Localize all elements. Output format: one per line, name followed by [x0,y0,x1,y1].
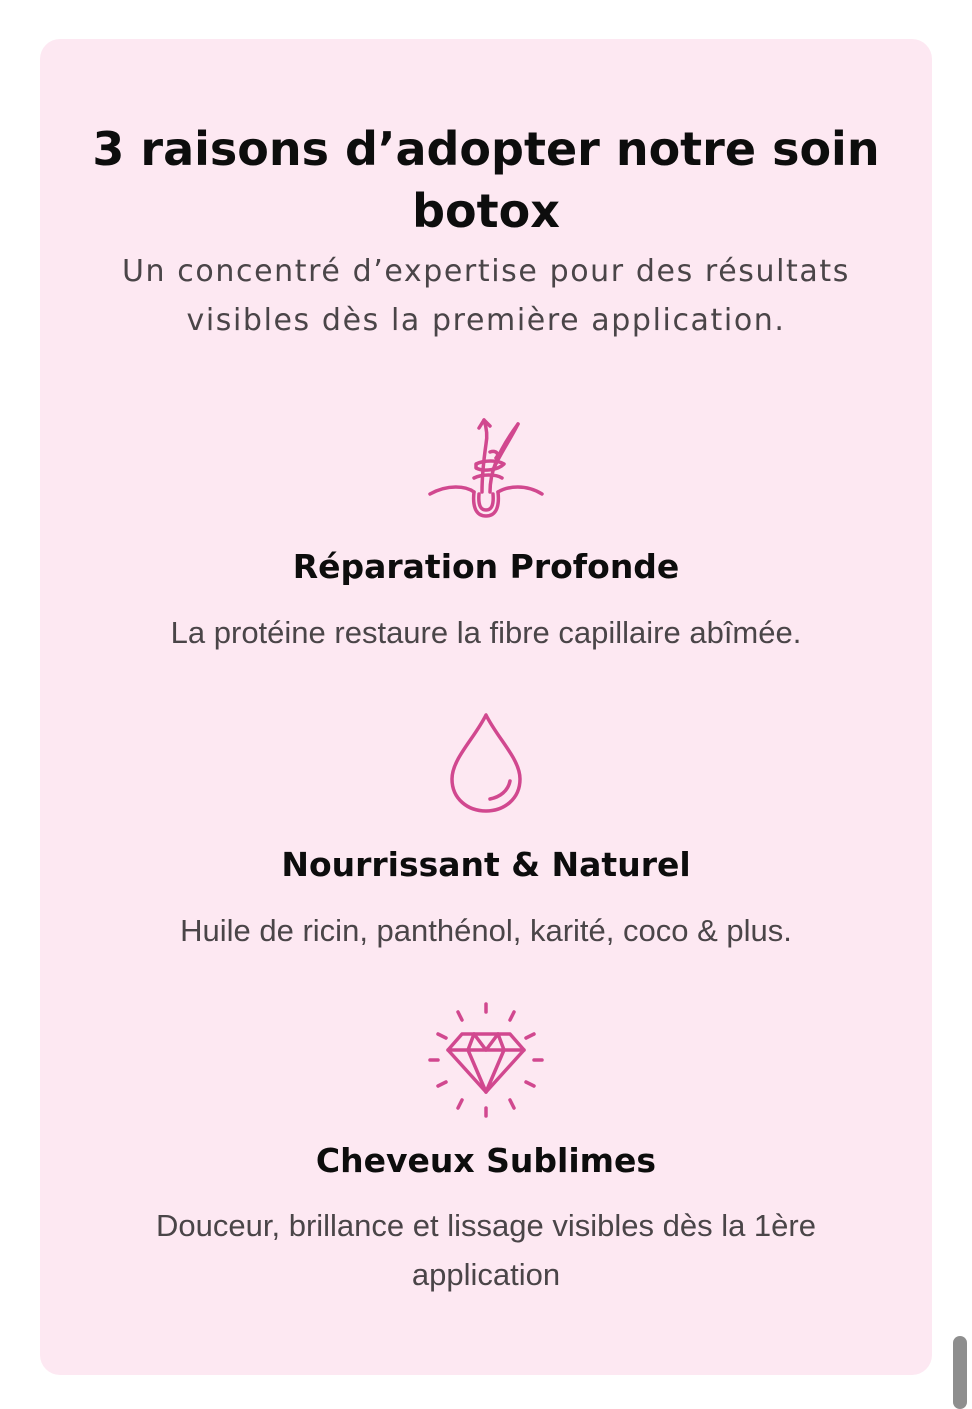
sparkling-diamond-icon [426,998,546,1120]
section-title-line-2: botox [412,184,560,238]
feature-text-nourishing-line-1: Huile de ricin, panthénol, karité, coco & plus. [180,913,792,948]
oil-drop-icon [446,711,526,815]
feature-title-repair: Réparation Profonde [292,547,680,586]
feature-title-sublime: Cheveux Sublimes [315,1141,657,1180]
scrollbar-thumb[interactable] [953,1336,967,1409]
feature-text-sublime-line-2: application [411,1257,561,1292]
section-title [0,118,972,242]
feature-text-nourishing [0,906,972,955]
section-subtitle-line-1: Un concentré d’expertise pour des résultats [122,254,850,289]
hair-repair-icon [426,414,546,522]
feature-text-repair-line-1: La protéine restaure la fibre capillaire abîmée. [170,615,802,650]
feature-text-repair [0,608,972,657]
feature-title-nourishing: Nourrissant & Naturel [281,845,691,884]
feature-text-sublime-line-1: Douceur, brillance et lissage visibles dès la 1ère [156,1208,816,1243]
feature-text-sublime [0,1201,972,1299]
section-subtitle-line-2: visibles dès la première application. [186,303,786,338]
section-title-line-1: 3 raisons d’adopter notre soin [92,122,880,176]
section-subtitle [0,247,972,345]
